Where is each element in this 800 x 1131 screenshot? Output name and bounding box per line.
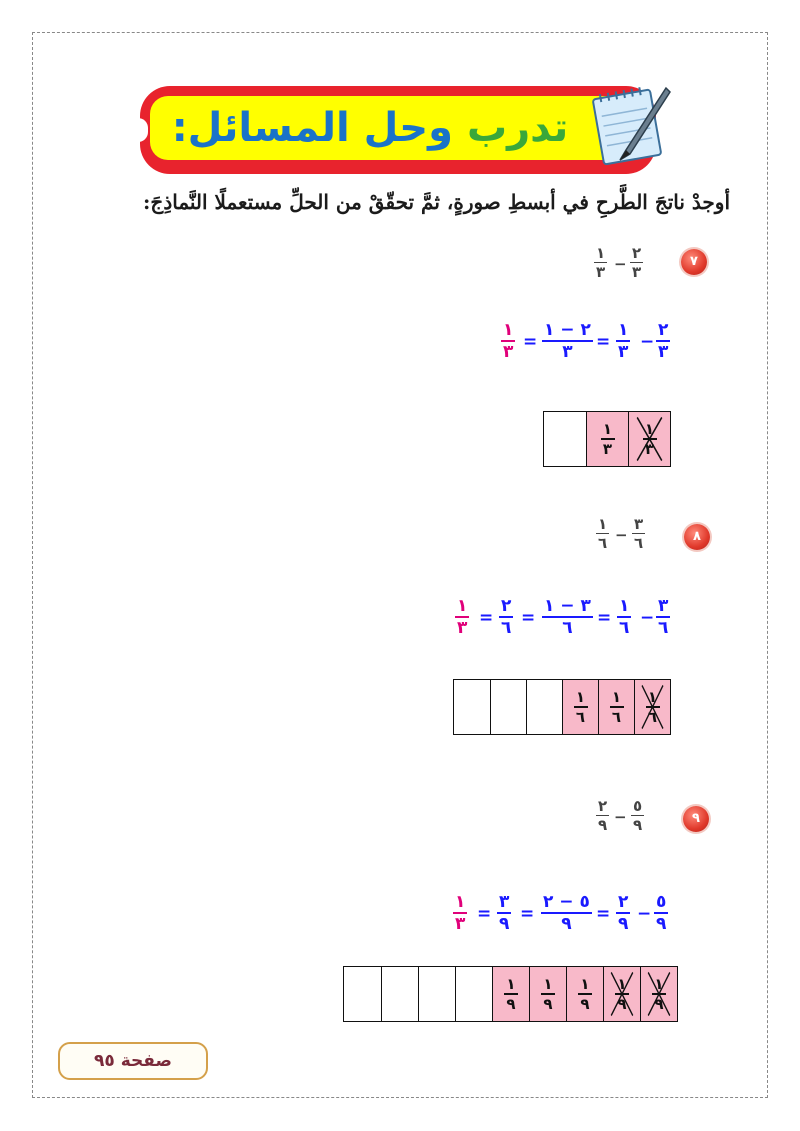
model-cell-shaded xyxy=(529,967,566,1021)
model-cell-numerator: ١ xyxy=(617,975,627,994)
solution-term-2: ١ ٦ xyxy=(619,596,630,638)
solution-term-2: ٢ ٩ xyxy=(618,892,629,934)
question-fraction-b: ١ ٣ xyxy=(596,244,606,281)
solution-minus: − xyxy=(640,332,655,352)
solution-equals: = xyxy=(596,904,611,924)
question-operator: − xyxy=(615,526,628,544)
solution-equals: = xyxy=(597,608,612,628)
model-cell-fraction xyxy=(541,975,555,1013)
model-cell-numerator: ١ xyxy=(506,975,516,994)
model-cell-empty xyxy=(418,967,455,1021)
solution-equals: = xyxy=(520,904,535,924)
model-cell-empty xyxy=(544,412,586,466)
model-cell-denominator: ٩ xyxy=(580,994,590,1013)
solution-term-1: ٥ ٩ xyxy=(656,892,667,934)
page-number-label: صفحة ٩٥ xyxy=(58,1042,208,1080)
model-cell-shaded xyxy=(562,680,598,734)
problem-number-badge: ٧ xyxy=(681,249,707,275)
solution-simplified: ٢ ٦ xyxy=(501,596,512,638)
solution-step: ٥ − ٢ ٩ xyxy=(543,892,590,934)
model-cell-numerator: ١ xyxy=(543,975,553,994)
title-banner-inner xyxy=(150,96,626,160)
question-fraction-a: ٥ ٩ xyxy=(633,797,643,834)
model-cell-denominator: ٩ xyxy=(543,994,553,1013)
solution-equals: = xyxy=(477,904,492,924)
cross-out-mark xyxy=(635,680,670,734)
model-cell-crossed xyxy=(634,680,670,734)
model-cell-denominator: ٦ xyxy=(575,707,586,726)
solution-minus: − xyxy=(640,608,655,628)
model-cell-numerator: ١ xyxy=(647,688,658,707)
model-cell-crossed xyxy=(603,967,640,1021)
model-cell-numerator: ١ xyxy=(644,420,655,439)
question-fraction-a: ٣ ٦ xyxy=(634,515,644,552)
model-cell-numerator: ١ xyxy=(580,975,590,994)
model-cell-fraction xyxy=(504,975,518,1013)
solution-simplified: ٣ ٩ xyxy=(499,892,510,934)
model-cell-denominator: ٩ xyxy=(506,994,516,1013)
model-cell-fraction xyxy=(610,688,624,726)
question-fraction-b: ١ ٦ xyxy=(598,515,608,552)
fraction-model-sixths xyxy=(453,679,671,735)
model-cell-fraction xyxy=(574,688,588,726)
cross-out-mark xyxy=(604,967,640,1021)
model-cell-crossed xyxy=(640,967,677,1021)
model-cell-numerator: ١ xyxy=(611,688,622,707)
question-operator: − xyxy=(614,255,627,273)
instruction-text: أوجدْ ناتجَ الطَّرحِ في أبسطِ صورةٍ، ثمَّ تحقّقْ من الحلِّ مستعملًا النَّماذِجَ: xyxy=(143,190,730,214)
solution-term-1: ٢ ٣ xyxy=(658,320,669,362)
model-cell-numerator: ١ xyxy=(602,420,613,439)
fraction-model-thirds xyxy=(543,411,671,467)
model-cell-empty xyxy=(454,680,490,734)
solution-equals: = xyxy=(521,608,536,628)
model-cell-denominator: ٦ xyxy=(611,707,622,726)
title-word-solve: وحل المسائل: xyxy=(171,105,453,151)
model-cell-denominator: ٣ xyxy=(644,439,655,458)
solution-result: ١ ٣ xyxy=(457,596,468,638)
solution-step: ٣ − ١ ٦ xyxy=(544,596,591,638)
fraction-model-ninths xyxy=(343,966,678,1022)
model-cell-numerator: ١ xyxy=(654,975,664,994)
solution-equals: = xyxy=(479,608,494,628)
page-title xyxy=(150,96,590,160)
question-fraction-b: ٢ ٩ xyxy=(598,797,608,834)
cross-out-mark xyxy=(629,412,670,466)
solution-minus: − xyxy=(637,904,652,924)
solution-equals: = xyxy=(523,332,538,352)
solution-equals: = xyxy=(596,332,611,352)
banner-notch xyxy=(134,118,148,142)
model-cell-empty xyxy=(490,680,526,734)
solution-term-1: ٣ ٦ xyxy=(658,596,669,638)
notepad-pencil-icon xyxy=(584,80,676,172)
model-cell-denominator: ٩ xyxy=(617,994,627,1013)
solution-term-2: ١ ٣ xyxy=(618,320,629,362)
problem-number-badge: ٩ xyxy=(683,806,709,832)
title-banner xyxy=(140,86,656,174)
title-word-practice: تدرب xyxy=(466,105,569,151)
model-cell-denominator: ٩ xyxy=(654,994,664,1013)
solution-result: ١ ٣ xyxy=(455,892,466,934)
cross-out-mark xyxy=(641,967,677,1021)
model-cell-fraction xyxy=(578,975,592,1013)
question-operator: − xyxy=(614,808,627,826)
model-cell-empty xyxy=(455,967,492,1021)
model-cell-shaded xyxy=(586,412,628,466)
model-cell-empty xyxy=(344,967,381,1021)
model-cell-empty xyxy=(381,967,418,1021)
model-cell-empty xyxy=(526,680,562,734)
model-cell-crossed xyxy=(628,412,670,466)
question-fraction-a: ٢ ٣ xyxy=(632,244,642,281)
problem-number-badge: ٨ xyxy=(684,524,710,550)
solution-result: ١ ٣ xyxy=(503,320,514,362)
model-cell-denominator: ٣ xyxy=(602,439,613,458)
model-cell-numerator: ١ xyxy=(575,688,586,707)
solution-step: ٢ − ١ ٣ xyxy=(544,320,591,362)
model-cell-shaded xyxy=(492,967,529,1021)
model-cell-shaded xyxy=(598,680,634,734)
model-cell-shaded xyxy=(566,967,603,1021)
model-cell-fraction xyxy=(601,420,615,458)
model-cell-denominator: ٦ xyxy=(647,707,658,726)
